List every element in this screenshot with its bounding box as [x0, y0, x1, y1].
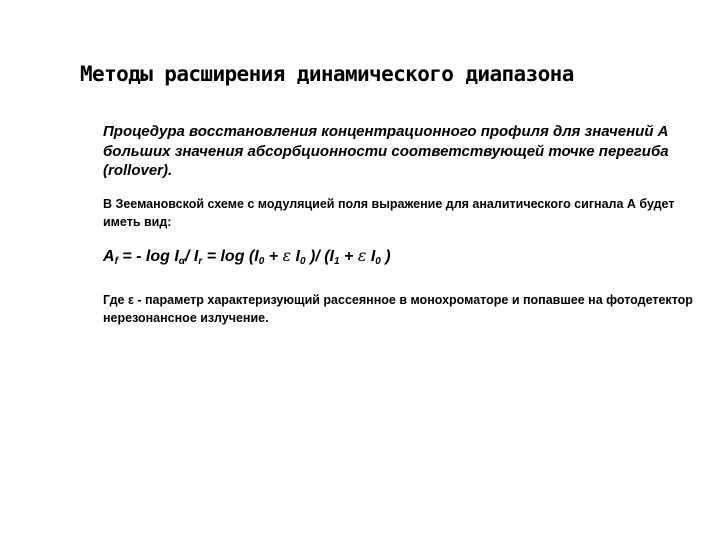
formula-subscript: 1: [333, 256, 340, 267]
intro-paragraph: Процедура восстановления концентрационного профиля для значений А больших значения абсорбционности соответствующей точке перегиба (rollover).: [103, 123, 669, 179]
formula-part: )/ (I: [305, 248, 334, 265]
formula-subscript: r: [198, 256, 203, 267]
epsilon-symbol: ε: [282, 246, 292, 265]
formula-part: ): [380, 248, 391, 265]
formula-part: = log (I: [202, 248, 259, 265]
formula-subscript: 0: [375, 256, 381, 267]
slide-title: Методы расширения динамического диапазона: [80, 62, 574, 86]
formula-subscript: 0: [299, 256, 306, 267]
formula-part: A: [103, 248, 115, 265]
formula-subscript: f: [114, 256, 118, 267]
formula-subscript: 0: [258, 256, 265, 267]
zeeman-paragraph: В Зеемановской схеме с модуляцией поля выражение для аналитического сигнала А будет иметь вид:: [103, 197, 675, 229]
epsilon-symbol: ε: [357, 246, 367, 265]
formula-part: +: [264, 248, 283, 265]
formula-part: I: [291, 248, 300, 265]
formula-part: / I: [185, 248, 199, 265]
epsilon-definition-paragraph: Где ε - параметр характеризующий рассеянное в монохроматоре и попавшее на фотодетектор нерезонансное излучение.: [103, 293, 693, 325]
signal-formula: [103, 246, 391, 267]
formula-subscript: α: [178, 256, 185, 267]
formula-part: +: [339, 248, 358, 265]
formula-part: = - log I: [117, 248, 179, 265]
formula-part: I: [366, 248, 376, 265]
